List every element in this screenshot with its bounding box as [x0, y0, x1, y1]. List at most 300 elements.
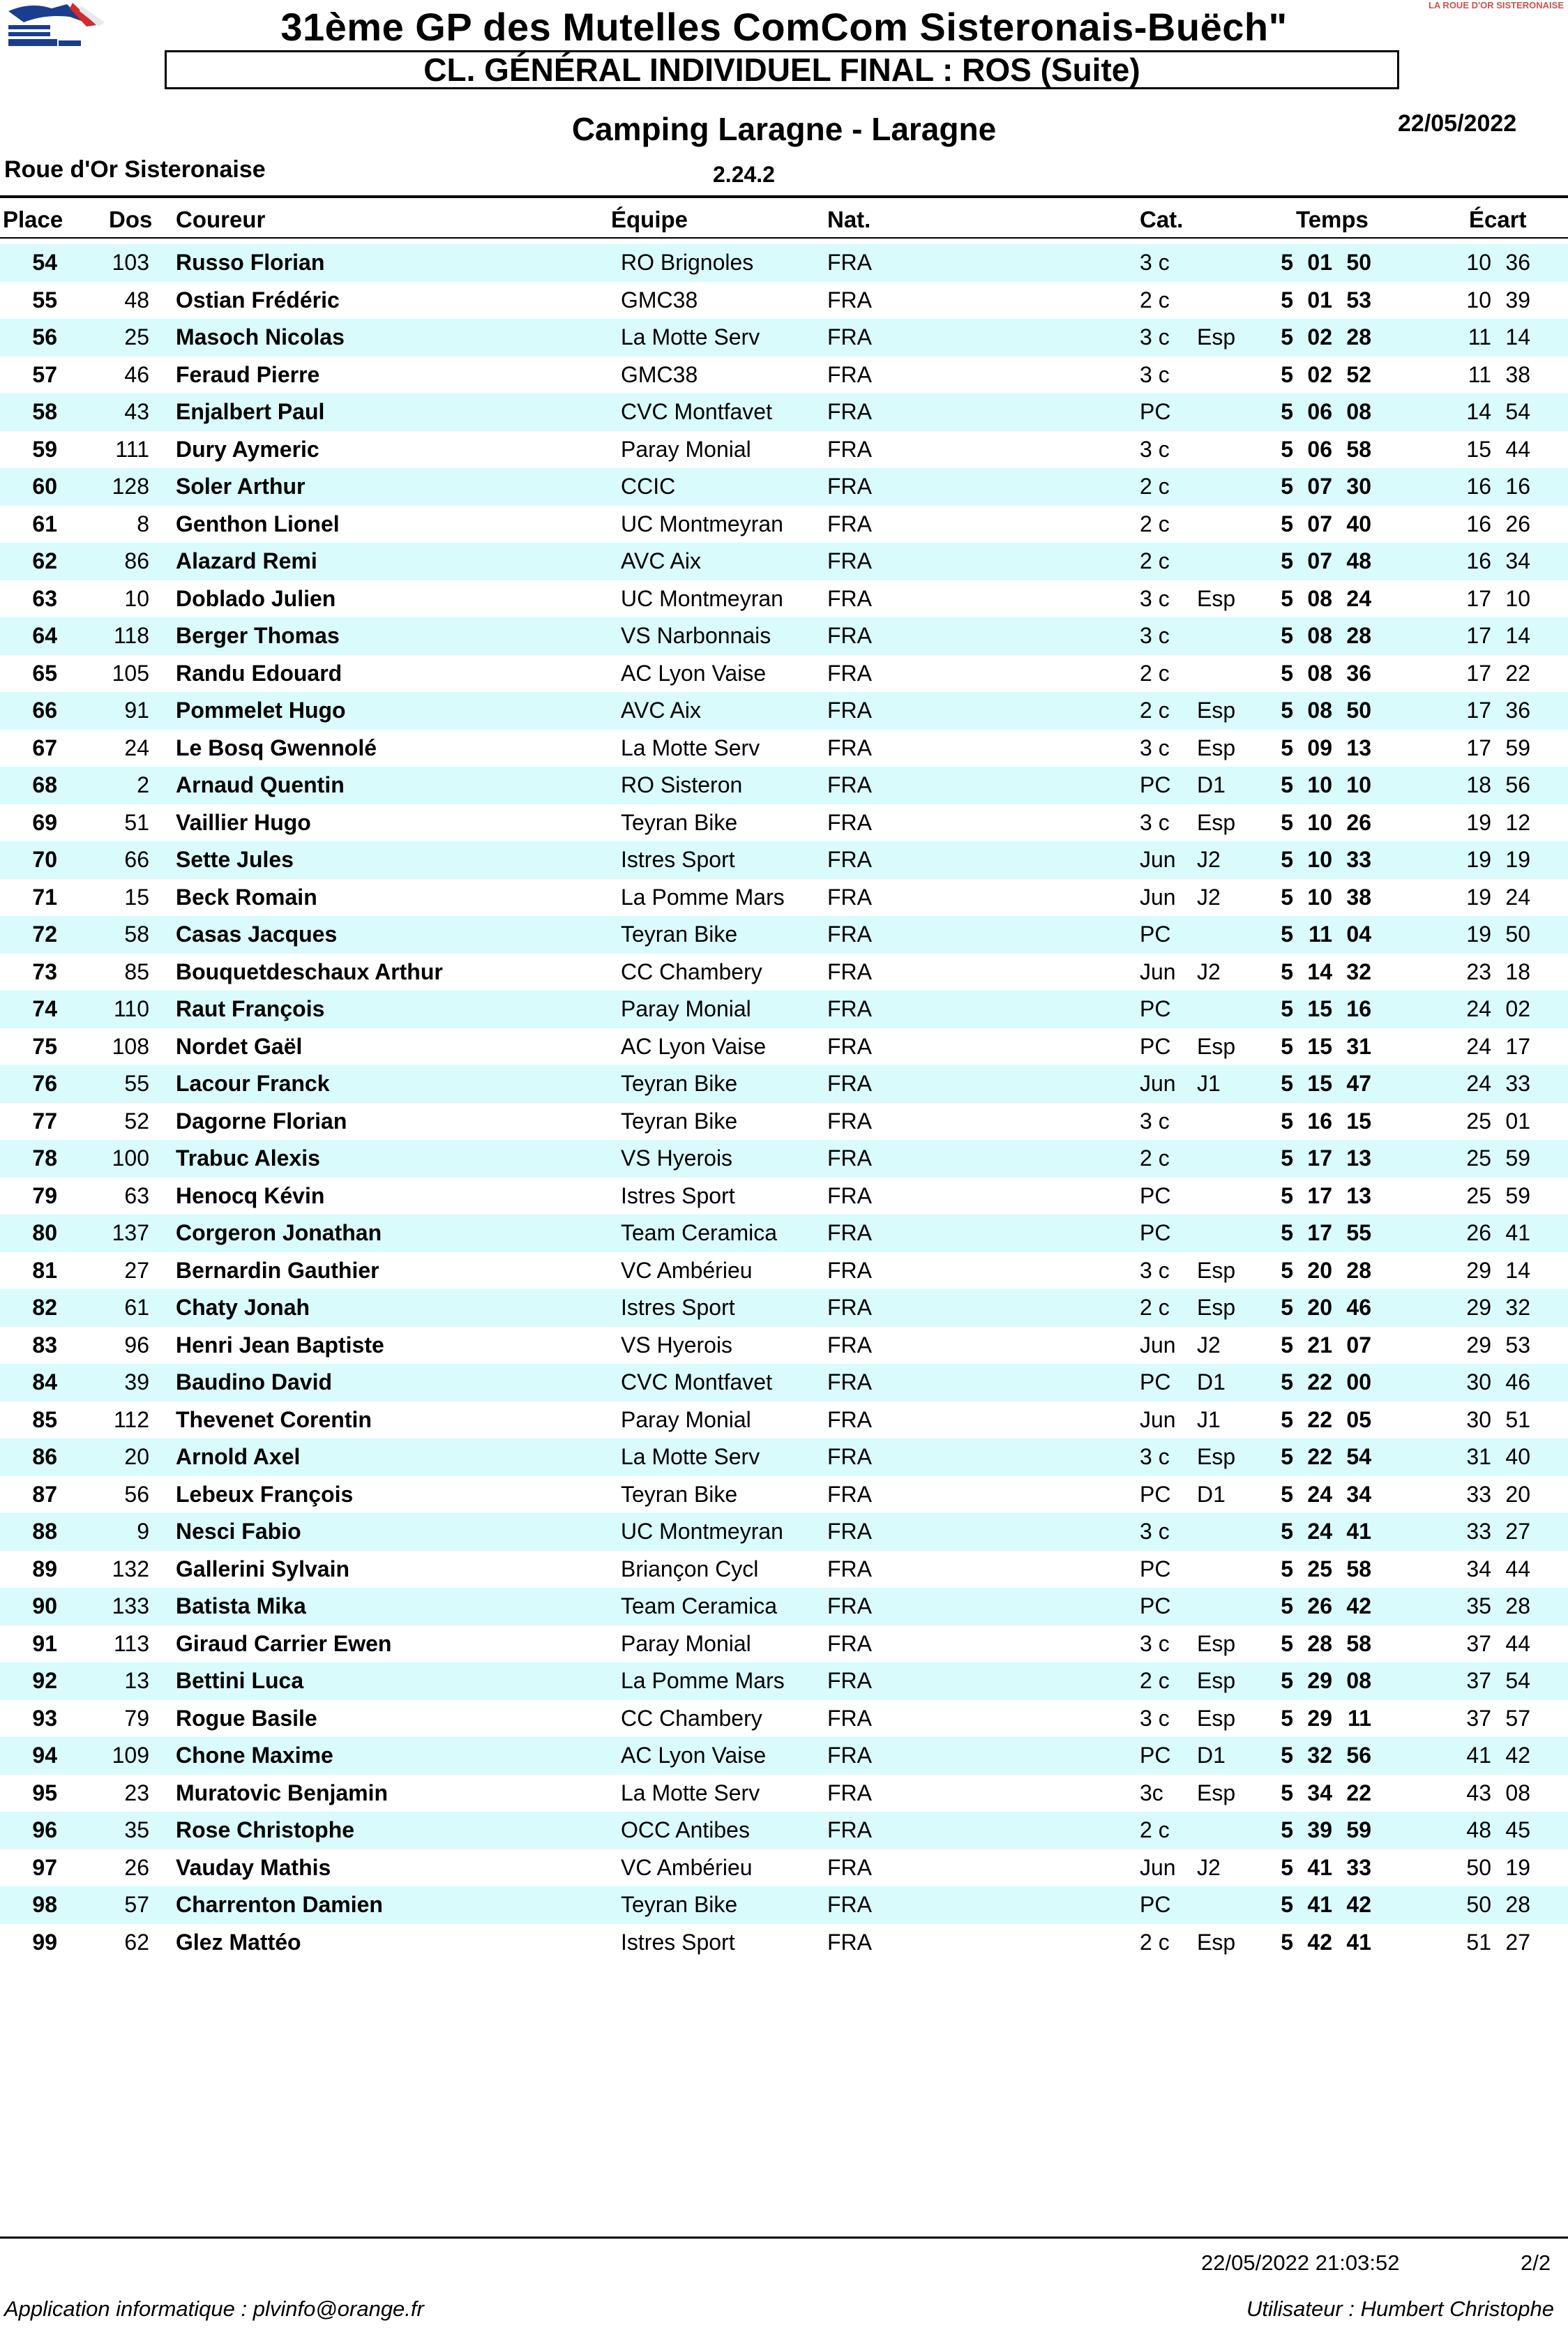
- place-cell: 75: [32, 1033, 57, 1059]
- rider-name-cell: Nordet Gaël: [176, 1033, 303, 1059]
- category-cell: 2 c: [1140, 660, 1170, 686]
- time-minutes-cell: 17: [1307, 1220, 1332, 1245]
- time-seconds-cell: 58: [1346, 1556, 1371, 1581]
- rider-name-cell: Masoch Nicolas: [176, 324, 345, 350]
- time-seconds-cell: 08: [1346, 1668, 1371, 1693]
- time-seconds-cell: 28: [1346, 324, 1371, 350]
- application-credit: Application informatique : plvinfo@orange.fr: [4, 2297, 424, 2321]
- dos-cell: 100: [112, 1145, 149, 1171]
- time-seconds-cell: 42: [1346, 1892, 1371, 1917]
- time-hours-cell: 5: [1281, 324, 1293, 350]
- place-cell: 93: [32, 1705, 57, 1731]
- col-header-coureur: Coureur: [176, 206, 266, 232]
- category-cell: PC: [1140, 399, 1171, 424]
- rider-name-cell: Alazard Remi: [176, 548, 317, 573]
- place-cell: 97: [32, 1854, 57, 1880]
- subcategory-cell: D1: [1197, 1481, 1226, 1507]
- table-row: [0, 319, 1568, 356]
- rider-name-cell: Batista Mika: [176, 1593, 306, 1618]
- time-hours-cell: 5: [1281, 1145, 1293, 1171]
- time-seconds-cell: 10: [1346, 772, 1371, 797]
- team-cell: CVC Montfavet: [621, 1369, 772, 1395]
- user-credit: Utilisateur : Humbert Christophe: [1246, 2297, 1554, 2321]
- time-hours-cell: 5: [1281, 698, 1293, 723]
- time-seconds-cell: 41: [1346, 1929, 1371, 1955]
- time-seconds-cell: 48: [1346, 548, 1371, 573]
- time-seconds-cell: 56: [1346, 1743, 1371, 1768]
- col-header-nat: Nat.: [827, 206, 871, 232]
- gap-seconds-cell: 20: [1505, 1481, 1530, 1507]
- table-row: [0, 1401, 1568, 1439]
- team-cell: AC Lyon Vaise: [621, 1743, 767, 1768]
- gap-seconds-cell: 28: [1505, 1892, 1530, 1917]
- gap-minutes-cell: 25: [1466, 1108, 1491, 1134]
- gap-seconds-cell: 59: [1505, 735, 1530, 760]
- time-seconds-cell: 55: [1346, 1220, 1371, 1245]
- dos-cell: 105: [112, 660, 149, 686]
- nationality-cell: FRA: [827, 698, 872, 723]
- time-seconds-cell: 46: [1346, 1295, 1371, 1320]
- gap-minutes-cell: 48: [1466, 1817, 1491, 1842]
- dos-cell: 133: [112, 1593, 149, 1618]
- gap-minutes-cell: 35: [1466, 1593, 1491, 1618]
- table-row: [0, 879, 1568, 917]
- subcategory-cell: Esp: [1197, 1780, 1236, 1805]
- gap-seconds-cell: 01: [1505, 1108, 1530, 1134]
- time-minutes-cell: 08: [1307, 585, 1332, 611]
- time-minutes-cell: 08: [1307, 623, 1332, 648]
- time-minutes-cell: 01: [1307, 287, 1332, 313]
- nationality-cell: FRA: [827, 1295, 872, 1320]
- time-seconds-cell: 50: [1346, 698, 1371, 723]
- classification-subtitle: CL. GÉNÉRAL INDIVIDUEL FINAL : ROS (Suite): [165, 50, 1399, 89]
- time-minutes-cell: 24: [1307, 1481, 1332, 1507]
- nationality-cell: FRA: [827, 585, 872, 611]
- rider-name-cell: Rose Christophe: [176, 1817, 355, 1842]
- table-row: [0, 1178, 1568, 1215]
- category-cell: Jun: [1140, 847, 1176, 872]
- category-cell: Jun: [1140, 1071, 1176, 1096]
- time-hours-cell: 5: [1281, 1071, 1293, 1096]
- table-row: [0, 393, 1568, 431]
- subcategory-cell: J1: [1197, 1071, 1221, 1096]
- nationality-cell: FRA: [827, 511, 872, 536]
- dos-cell: 9: [137, 1519, 149, 1544]
- time-seconds-cell: 32: [1346, 959, 1371, 984]
- dos-cell: 63: [124, 1182, 149, 1208]
- col-header-dos: Dos: [109, 206, 153, 232]
- rider-name-cell: Randu Edouard: [176, 660, 342, 686]
- table-row: [0, 1476, 1568, 1514]
- team-cell: VC Ambérieu: [621, 1854, 753, 1880]
- time-minutes-cell: 15: [1307, 996, 1332, 1021]
- gap-seconds-cell: 53: [1505, 1332, 1530, 1358]
- category-cell: PC: [1140, 1182, 1171, 1208]
- subcategory-cell: Esp: [1197, 324, 1236, 350]
- rider-name-cell: Rogue Basile: [176, 1705, 317, 1731]
- dos-cell: 48: [124, 287, 149, 313]
- table-row: [0, 1588, 1568, 1625]
- time-hours-cell: 5: [1281, 511, 1293, 536]
- gap-minutes-cell: 16: [1466, 511, 1491, 536]
- gap-minutes-cell: 17: [1466, 698, 1491, 723]
- nationality-cell: FRA: [827, 884, 872, 910]
- rider-name-cell: Raut François: [176, 996, 325, 1021]
- rider-name-cell: Gallerini Sylvain: [176, 1556, 349, 1581]
- time-minutes-cell: 22: [1307, 1406, 1332, 1432]
- time-seconds-cell: 34: [1346, 1481, 1371, 1507]
- gap-seconds-cell: 16: [1505, 474, 1530, 499]
- category-cell: 3 c: [1140, 623, 1170, 648]
- gap-seconds-cell: 57: [1505, 1705, 1530, 1731]
- rider-name-cell: Henri Jean Baptiste: [176, 1332, 384, 1358]
- gap-seconds-cell: 50: [1505, 922, 1530, 947]
- category-cell: 3 c: [1140, 1108, 1170, 1134]
- table-row: [0, 543, 1568, 580]
- time-seconds-cell: 05: [1346, 1406, 1371, 1432]
- category-cell: 3 c: [1140, 1444, 1170, 1469]
- time-seconds-cell: 24: [1346, 585, 1371, 611]
- place-cell: 94: [32, 1743, 57, 1768]
- time-minutes-cell: 06: [1307, 436, 1332, 462]
- rider-name-cell: Dury Aymeric: [176, 436, 319, 462]
- gap-minutes-cell: 24: [1466, 1071, 1491, 1096]
- team-cell: Paray Monial: [621, 436, 751, 462]
- dos-cell: 118: [113, 623, 149, 648]
- rider-name-cell: Russo Florian: [176, 250, 325, 275]
- header-divider: [0, 195, 1568, 198]
- time-hours-cell: 5: [1281, 884, 1293, 910]
- table-row: [0, 1775, 1568, 1812]
- table-row: [0, 580, 1568, 618]
- gap-seconds-cell: 19: [1505, 847, 1530, 872]
- place-cell: 69: [32, 809, 57, 835]
- time-hours-cell: 5: [1281, 361, 1293, 387]
- time-hours-cell: 5: [1281, 623, 1293, 648]
- category-cell: 3 c: [1140, 361, 1170, 387]
- table-row: [0, 1662, 1568, 1700]
- rider-name-cell: Beck Romain: [176, 884, 317, 910]
- team-cell: VS Narbonnais: [621, 623, 771, 648]
- time-minutes-cell: 08: [1307, 660, 1332, 686]
- nationality-cell: FRA: [827, 548, 872, 573]
- time-minutes-cell: 10: [1307, 809, 1332, 835]
- place-cell: 68: [32, 772, 57, 797]
- subcategory-cell: J1: [1197, 1406, 1221, 1432]
- subcategory-cell: Esp: [1197, 1668, 1236, 1693]
- nationality-cell: FRA: [827, 1630, 872, 1656]
- time-hours-cell: 5: [1281, 1295, 1293, 1320]
- place-cell: 71: [32, 884, 57, 910]
- place-cell: 87: [32, 1481, 57, 1507]
- team-cell: UC Montmeyran: [621, 585, 783, 611]
- time-seconds-cell: 58: [1346, 1630, 1371, 1656]
- nationality-cell: FRA: [827, 474, 872, 499]
- gap-seconds-cell: 34: [1505, 548, 1530, 573]
- place-cell: 95: [32, 1780, 57, 1805]
- gap-minutes-cell: 30: [1466, 1369, 1491, 1395]
- time-seconds-cell: 15: [1346, 1108, 1371, 1134]
- gap-seconds-cell: 42: [1505, 1743, 1530, 1768]
- time-minutes-cell: 29: [1307, 1668, 1332, 1693]
- subcategory-cell: D1: [1197, 1743, 1226, 1768]
- dos-cell: 109: [112, 1743, 149, 1768]
- gap-seconds-cell: 40: [1505, 1444, 1530, 1469]
- gap-minutes-cell: 34: [1466, 1556, 1491, 1581]
- gap-minutes-cell: 29: [1466, 1295, 1491, 1320]
- subcategory-cell: Esp: [1197, 1257, 1236, 1283]
- dos-cell: 128: [112, 474, 149, 499]
- place-cell: 81: [32, 1257, 57, 1283]
- time-seconds-cell: 31: [1346, 1033, 1371, 1059]
- dos-cell: 43: [124, 399, 149, 424]
- table-row: [0, 1103, 1568, 1141]
- dos-cell: 57: [124, 1892, 149, 1917]
- rider-name-cell: Muratovic Benjamin: [176, 1780, 389, 1805]
- nationality-cell: FRA: [827, 959, 872, 984]
- place-cell: 64: [32, 623, 57, 648]
- subcategory-cell: J2: [1197, 1332, 1221, 1358]
- place-cell: 82: [32, 1295, 57, 1320]
- gap-minutes-cell: 18: [1466, 772, 1491, 797]
- dos-cell: 62: [124, 1929, 149, 1955]
- table-row: [0, 1028, 1568, 1066]
- place-cell: 66: [32, 698, 57, 723]
- rider-name-cell: Baudino David: [176, 1369, 333, 1395]
- nationality-cell: FRA: [827, 250, 872, 275]
- time-hours-cell: 5: [1281, 585, 1293, 611]
- time-seconds-cell: 41: [1346, 1519, 1371, 1544]
- place-cell: 78: [32, 1145, 57, 1171]
- place-cell: 72: [32, 922, 57, 947]
- category-cell: 2 c: [1140, 474, 1170, 499]
- dos-cell: 13: [124, 1668, 149, 1693]
- gap-minutes-cell: 43: [1466, 1780, 1491, 1805]
- time-seconds-cell: 33: [1346, 1854, 1371, 1880]
- rider-name-cell: Ostian Frédéric: [176, 287, 340, 313]
- place-cell: 85: [32, 1406, 57, 1432]
- team-cell: CC Chambery: [621, 1705, 762, 1731]
- time-minutes-cell: 17: [1307, 1145, 1332, 1171]
- place-cell: 58: [32, 399, 57, 424]
- gap-seconds-cell: 45: [1505, 1817, 1530, 1842]
- place-cell: 54: [32, 250, 57, 275]
- time-minutes-cell: 20: [1307, 1257, 1332, 1283]
- gap-seconds-cell: 27: [1505, 1929, 1530, 1955]
- nationality-cell: FRA: [827, 1593, 872, 1618]
- team-cell: Istres Sport: [621, 1929, 735, 1955]
- time-seconds-cell: 28: [1346, 1257, 1371, 1283]
- category-cell: 2 c: [1140, 698, 1170, 723]
- category-cell: 3 c: [1140, 1257, 1170, 1283]
- time-minutes-cell: 21: [1307, 1332, 1332, 1358]
- time-minutes-cell: 20: [1307, 1295, 1332, 1320]
- col-header-ecart: Écart: [1469, 206, 1527, 232]
- gap-minutes-cell: 25: [1466, 1145, 1491, 1171]
- category-cell: PC: [1140, 1556, 1171, 1581]
- time-hours-cell: 5: [1281, 1668, 1293, 1693]
- gap-minutes-cell: 15: [1466, 436, 1491, 462]
- team-cell: Team Ceramica: [621, 1593, 778, 1618]
- time-hours-cell: 5: [1281, 1220, 1293, 1245]
- table-row: [0, 655, 1568, 693]
- team-cell: VS Hyerois: [621, 1332, 733, 1358]
- nationality-cell: FRA: [827, 287, 872, 313]
- place-cell: 80: [32, 1220, 57, 1245]
- gap-seconds-cell: 14: [1505, 623, 1530, 648]
- nationality-cell: FRA: [827, 1780, 872, 1805]
- dos-cell: 25: [124, 324, 149, 350]
- subcategory-cell: Esp: [1197, 1033, 1236, 1059]
- gap-seconds-cell: 44: [1505, 1630, 1530, 1656]
- nationality-cell: FRA: [827, 809, 872, 835]
- place-cell: 89: [32, 1556, 57, 1581]
- subcategory-cell: Esp: [1197, 585, 1236, 611]
- category-cell: 2 c: [1140, 1668, 1170, 1693]
- category-cell: PC: [1140, 996, 1171, 1021]
- nationality-cell: FRA: [827, 735, 872, 760]
- time-minutes-cell: 01: [1307, 250, 1332, 275]
- category-cell: PC: [1140, 1369, 1171, 1395]
- nationality-cell: FRA: [827, 623, 872, 648]
- place-cell: 59: [32, 436, 57, 462]
- gap-seconds-cell: 24: [1505, 884, 1530, 910]
- time-hours-cell: 5: [1281, 847, 1293, 872]
- nationality-cell: FRA: [827, 1444, 872, 1469]
- nationality-cell: FRA: [827, 361, 872, 387]
- table-row: [0, 991, 1568, 1028]
- rider-name-cell: Trabuc Alexis: [176, 1145, 320, 1171]
- dos-cell: 112: [113, 1406, 149, 1432]
- time-minutes-cell: 41: [1307, 1892, 1332, 1917]
- category-cell: 3 c: [1140, 1630, 1170, 1656]
- team-cell: Teyran Bike: [621, 1108, 738, 1134]
- table-row: [0, 1438, 1568, 1476]
- dos-cell: 111: [115, 436, 149, 462]
- gap-minutes-cell: 10: [1466, 287, 1491, 313]
- time-hours-cell: 5: [1281, 996, 1293, 1021]
- time-seconds-cell: 54: [1346, 1444, 1371, 1469]
- time-hours-cell: 5: [1281, 1743, 1293, 1768]
- team-cell: GMC38: [621, 287, 698, 313]
- dos-cell: 110: [113, 996, 149, 1021]
- gap-minutes-cell: 31: [1466, 1444, 1491, 1469]
- nationality-cell: FRA: [827, 1071, 872, 1096]
- table-row: [0, 282, 1568, 320]
- venue-title: Camping Laragne - Laragne: [571, 111, 997, 147]
- team-cell: Paray Monial: [621, 996, 751, 1021]
- gap-minutes-cell: 19: [1466, 884, 1491, 910]
- team-cell: AVC Aix: [621, 548, 701, 573]
- nationality-cell: FRA: [827, 1854, 872, 1880]
- gap-seconds-cell: 39: [1505, 287, 1530, 313]
- dos-cell: 66: [124, 847, 149, 872]
- team-cell: RO Brignoles: [621, 250, 754, 275]
- team-cell: AVC Aix: [621, 698, 701, 723]
- event-date: 22/05/2022: [1398, 110, 1517, 137]
- nationality-cell: FRA: [827, 1929, 872, 1955]
- time-hours-cell: 5: [1281, 772, 1293, 797]
- nationality-cell: FRA: [827, 1145, 872, 1171]
- table-row: [0, 916, 1568, 954]
- place-cell: 96: [32, 1817, 57, 1842]
- rider-name-cell: Bernardin Gauthier: [176, 1257, 379, 1283]
- gap-seconds-cell: 08: [1505, 1780, 1530, 1805]
- time-hours-cell: 5: [1281, 1481, 1293, 1507]
- subcategory-cell: Esp: [1197, 698, 1236, 723]
- rider-name-cell: Le Bosq Gwennolé: [176, 735, 377, 760]
- rider-name-cell: Corgeron Jonathan: [176, 1220, 382, 1245]
- dos-cell: 58: [124, 922, 149, 947]
- table-row: [0, 1252, 1568, 1290]
- time-seconds-cell: 11: [1348, 1705, 1371, 1731]
- time-hours-cell: 5: [1281, 399, 1293, 424]
- category-cell: Jun: [1140, 1406, 1176, 1432]
- subcategory-cell: J2: [1197, 1854, 1221, 1880]
- gap-minutes-cell: 14: [1466, 399, 1491, 424]
- gap-minutes-cell: 33: [1466, 1481, 1491, 1507]
- rider-name-cell: Arnold Axel: [176, 1444, 301, 1469]
- table-row: [0, 1513, 1568, 1551]
- gap-minutes-cell: 33: [1466, 1519, 1491, 1544]
- team-cell: La Motte Serv: [621, 1444, 760, 1469]
- category-cell: 2 c: [1140, 1295, 1170, 1320]
- time-seconds-cell: 52: [1346, 361, 1371, 387]
- dos-cell: 113: [113, 1630, 149, 1656]
- dos-cell: 79: [124, 1705, 149, 1731]
- table-row: [0, 431, 1568, 469]
- col-header-temps: Temps: [1296, 206, 1369, 232]
- time-minutes-cell: 10: [1307, 847, 1332, 872]
- nationality-cell: FRA: [827, 1406, 872, 1432]
- printed-timestamp: 22/05/2022 21:03:52: [1201, 2250, 1400, 2275]
- time-seconds-cell: 13: [1346, 1182, 1371, 1208]
- gap-minutes-cell: 23: [1466, 959, 1491, 984]
- team-cell: Istres Sport: [621, 1182, 735, 1208]
- gap-minutes-cell: 24: [1466, 1033, 1491, 1059]
- rider-name-cell: Pommelet Hugo: [176, 698, 346, 723]
- rider-name-cell: Chaty Jonah: [176, 1295, 310, 1320]
- time-minutes-cell: 11: [1309, 922, 1332, 947]
- table-row: [0, 1364, 1568, 1401]
- place-cell: 60: [32, 474, 57, 499]
- table-row: [0, 1812, 1568, 1849]
- rider-name-cell: Charrenton Damien: [176, 1892, 383, 1917]
- time-minutes-cell: 41: [1307, 1854, 1332, 1880]
- gap-minutes-cell: 17: [1466, 660, 1491, 686]
- table-row: [0, 730, 1568, 767]
- category-cell: PC: [1140, 1220, 1171, 1245]
- dos-cell: 85: [124, 959, 149, 984]
- category-cell: PC: [1140, 1593, 1171, 1618]
- category-cell: Jun: [1140, 959, 1176, 984]
- time-seconds-cell: 30: [1346, 474, 1371, 499]
- dos-cell: 86: [124, 548, 149, 573]
- table-row: [0, 767, 1568, 804]
- gap-minutes-cell: 19: [1466, 809, 1491, 835]
- time-seconds-cell: 22: [1346, 1780, 1371, 1805]
- table-row: [0, 1737, 1568, 1775]
- gap-minutes-cell: 11: [1468, 361, 1491, 387]
- time-hours-cell: 5: [1281, 474, 1293, 499]
- nationality-cell: FRA: [827, 1257, 872, 1283]
- place-cell: 83: [32, 1332, 57, 1358]
- place-cell: 77: [32, 1108, 57, 1134]
- place-cell: 70: [32, 847, 57, 872]
- time-hours-cell: 5: [1281, 735, 1293, 760]
- rider-name-cell: Sette Jules: [176, 847, 294, 872]
- nationality-cell: FRA: [827, 1332, 872, 1358]
